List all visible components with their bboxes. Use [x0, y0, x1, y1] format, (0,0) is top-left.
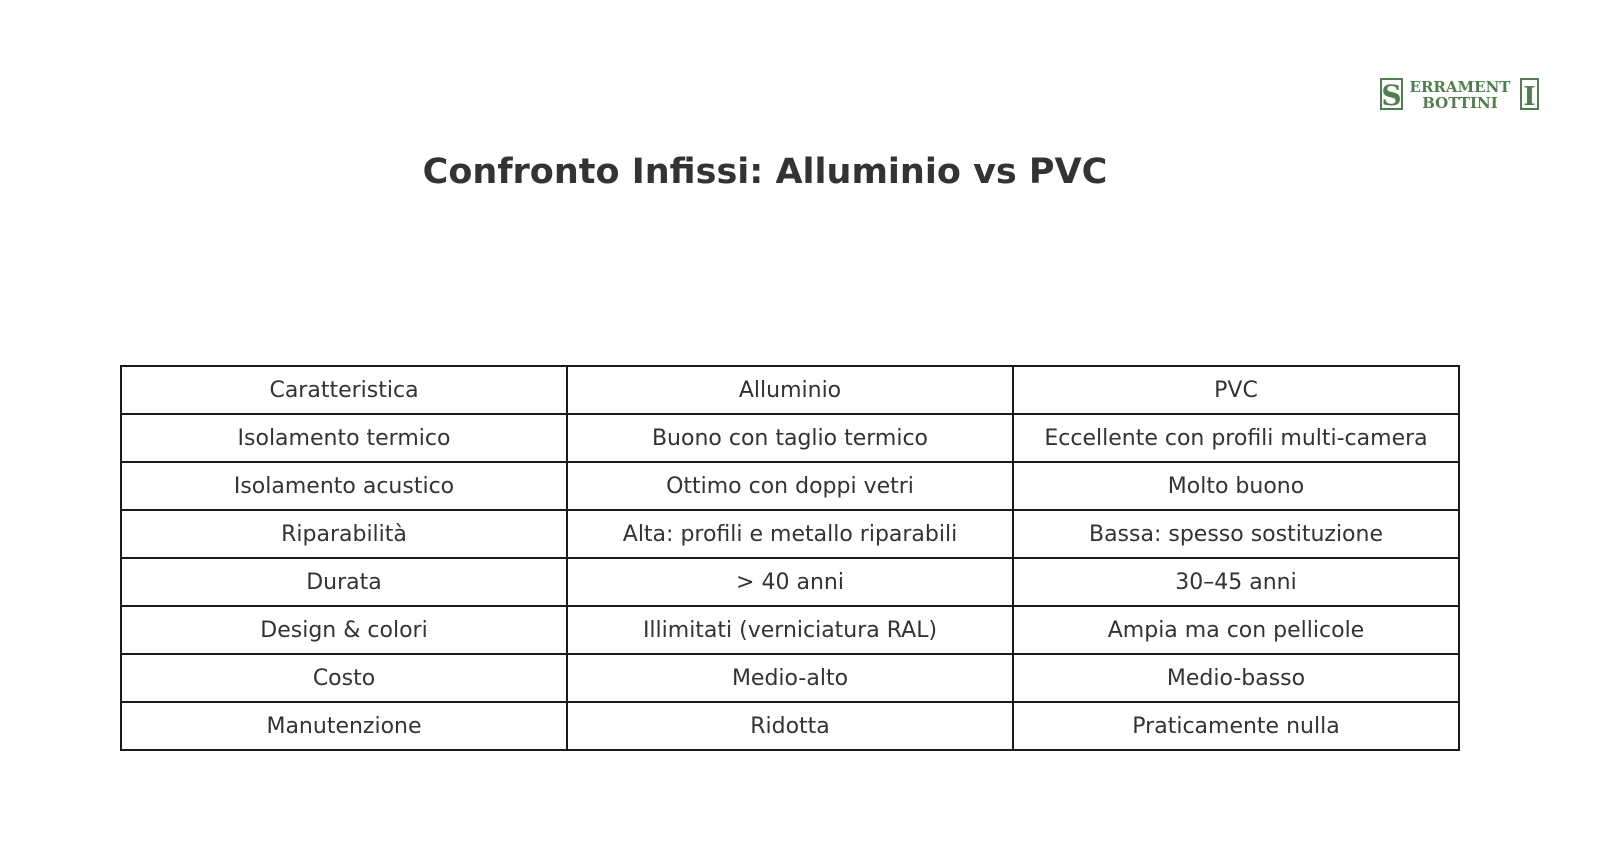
table-cell-alluminio: Illimitati (verniciatura RAL)	[567, 606, 1013, 654]
company-logo	[1380, 78, 1540, 110]
table-cell-alluminio: > 40 anni	[567, 558, 1013, 606]
table-row	[121, 414, 1459, 462]
table-row	[121, 654, 1459, 702]
table-body	[121, 366, 1459, 750]
table-row	[121, 510, 1459, 558]
table-cell-pvc: Bassa: spesso sostituzione	[1013, 510, 1459, 558]
column-header-feature: Caratteristica	[121, 366, 567, 414]
table-cell-feature: Durata	[121, 558, 567, 606]
table-cell-feature: Riparabilità	[121, 510, 567, 558]
table-header-row	[121, 366, 1459, 414]
table-cell-feature: Manutenzione	[121, 702, 567, 750]
svg-text:S: S	[1381, 79, 1402, 110]
table-cell-pvc: Molto buono	[1013, 462, 1459, 510]
chart-title: Confronto Infissi: Alluminio vs PVC	[422, 152, 1108, 192]
table-cell-pvc: Praticamente nulla	[1013, 702, 1459, 750]
svg-text:ERRAMENT: ERRAMENT	[1409, 78, 1511, 96]
table-row	[121, 702, 1459, 750]
svg-text:I: I	[1523, 82, 1536, 110]
table-cell-pvc: Ampia ma con pellicole	[1013, 606, 1459, 654]
svg-text:BOTTINI: BOTTINI	[1422, 94, 1498, 110]
table-cell-pvc: 30–45 anni	[1013, 558, 1459, 606]
table-row	[121, 606, 1459, 654]
comparison-table-container	[120, 365, 1460, 751]
table-cell-feature: Costo	[121, 654, 567, 702]
table-cell-pvc: Medio-basso	[1013, 654, 1459, 702]
table-cell-alluminio: Buono con taglio termico	[567, 414, 1013, 462]
column-header-alluminio: Alluminio	[567, 366, 1013, 414]
comparison-table	[120, 365, 1460, 751]
table-cell-alluminio: Alta: profili e metallo riparabili	[567, 510, 1013, 558]
table-cell-alluminio: Ridotta	[567, 702, 1013, 750]
table-row	[121, 462, 1459, 510]
table-cell-feature: Isolamento termico	[121, 414, 567, 462]
table-cell-feature: Design & colori	[121, 606, 567, 654]
table-cell-feature: Isolamento acustico	[121, 462, 567, 510]
table-cell-alluminio: Ottimo con doppi vetri	[567, 462, 1013, 510]
column-header-pvc: PVC	[1013, 366, 1459, 414]
table-cell-pvc: Eccellente con profili multi-camera	[1013, 414, 1459, 462]
table-cell-alluminio: Medio-alto	[567, 654, 1013, 702]
table-row	[121, 558, 1459, 606]
